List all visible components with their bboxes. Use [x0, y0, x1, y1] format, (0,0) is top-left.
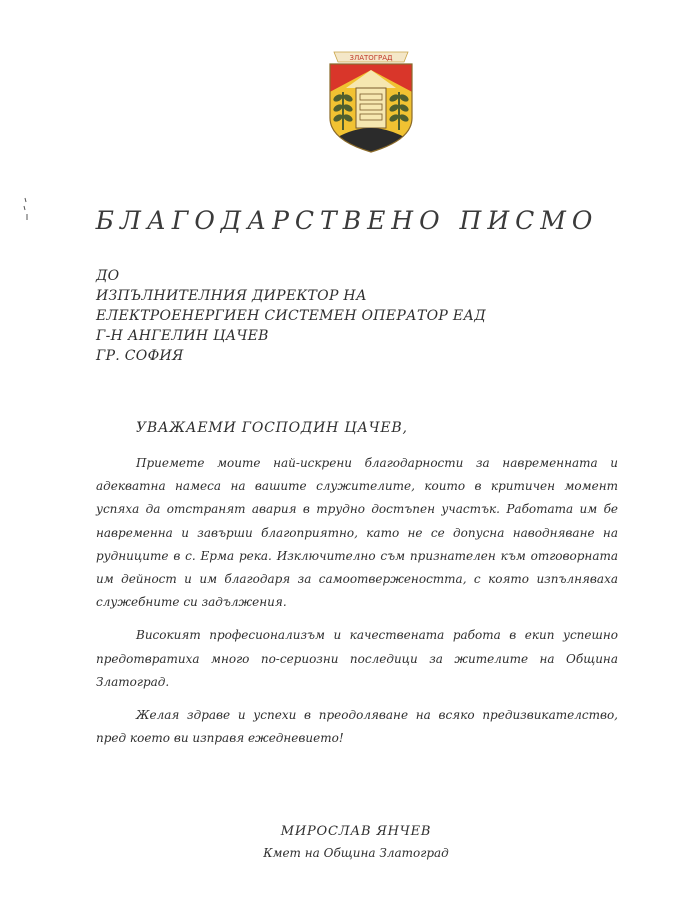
- addressee-line: ЕЛЕКТРОЕНЕРГИЕН СИСТЕМЕН ОПЕРАТОР ЕАД: [96, 308, 486, 324]
- zlatograd-coat-of-arms: [326, 48, 416, 154]
- addressee-line: ГР. СОФИЯ: [96, 348, 184, 364]
- addressee-block: [96, 266, 656, 366]
- crest-banner-text: ЗЛАТОГРАД: [349, 54, 393, 62]
- letter-title: БЛАГОДАРСТВЕНО ПИСМО: [95, 206, 599, 235]
- body-paragraph: Високият професионализъм и качествената работа в екип успешно предотвратиха много по-сериозни последици за жителите на Община Златоград.: [96, 628, 618, 689]
- letter-body: [96, 452, 618, 760]
- addressee-line: ДО: [96, 268, 120, 284]
- signatory-role: Кмет на Община Златоград: [263, 846, 449, 860]
- signature-block: [256, 822, 456, 864]
- body-paragraph: Приемете моите най-искрени благодарности за навременната и адекватна намеса на вашите служителите, които в критичен момент успяха да отстранят авария в трудно достъпен участък. Работата им бе навременна и завърши благоприятно, като не се допусна наводняване на рудниците в с. Ерма река. Изключително съм признателен към отговорната им дейност и им благодаря за самоотвержеността, с която изпълняваха служебните си задължения.: [96, 456, 618, 610]
- salutation: УВАЖАЕМИ ГОСПОДИН ЦАЧЕВ,: [136, 420, 408, 436]
- body-paragraph: Желая здраве и успехи в преодоляване на всяко предизвикателство, пред което ви изправя ежедневието!: [96, 708, 618, 746]
- addressee-line: Г-Н АНГЕЛИН ЦАЧЕВ: [96, 328, 269, 344]
- signatory-name: МИРОСЛАВ ЯНЧЕВ: [280, 824, 432, 839]
- addressee-line: ИЗПЪЛНИТЕЛНИЯ ДИРЕКТОР НА: [96, 288, 367, 304]
